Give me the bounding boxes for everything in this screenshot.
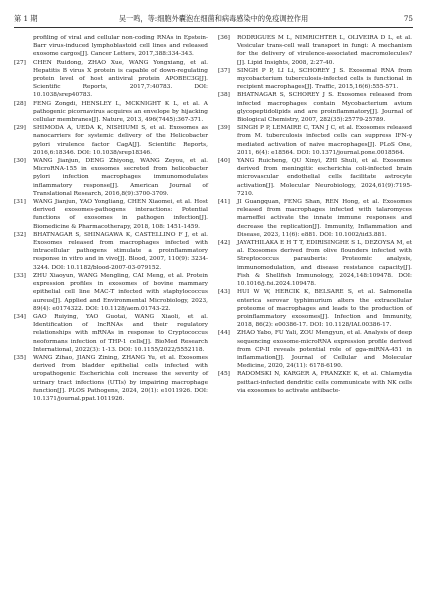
reference-entry (218, 239, 412, 288)
reference-entry (14, 34, 208, 59)
reference-entry (14, 231, 208, 272)
reference-text: YANG Ruicheng, QU Xinyi, ZHI Shuli, et al. Exosomes derived from meningitic escherichia coli-infected brain microvascular endothelial cells facilitate astrocyte activation[J]. Molecular Neurobiology, 2024,61(9):7195-7210. (237, 158, 412, 197)
reference-number: [32] (14, 231, 26, 238)
right-column (218, 34, 412, 395)
reference-text: profiling of viral and cellular non-coding RNAs in Epstein-Barr virus-induced lymphoblastoid cell lines and released exosome cargos[J]. Cancer Letters, 2017,388:334-343. (33, 35, 208, 58)
reference-number: [38] (218, 92, 230, 99)
reference-entry (14, 272, 208, 313)
reference-number: [33] (14, 272, 26, 279)
running-header (14, 12, 413, 26)
reference-text: ZHAO Yabo, FU Yali, ZOU Mengyun, et al. Analysis of deep sequencing exosome-microRNA expression profile derived from CP-II reveals potential role of gga-miRNA-451 in inflammation[J]. Journal of Cellular and Molecular Medicine, 2020, 24(11): 6178-6190. (237, 330, 412, 370)
reference-text: WANG Jianjun, YAO Yongliang, CHEN Xiaomei, et al. Host derived exosomes-pathogens interactions: Potential functions of exosomes in pathogen infection[J]. Biomedicine & Pharmacotherapy, 2018, 108: 1451-1459. (33, 199, 208, 230)
reference-entry (218, 124, 412, 157)
reference-number: [27] (14, 59, 26, 66)
reference-text: WANG Zihao, JIANG Zining, ZHANG Yu, et al. Exosomes derived from bladder epithelial cells infected with uropathogenic Escherichia coli increase the severity of urinary tract infections (UTIs) by impairing macrophage function[J]. PLOS Pathogens, 2024, 20(1): e1011926. DOI: 10.1371/journal.ppat.1011926. (33, 354, 208, 402)
reference-text: RODRIGUES M L, NIMRICHTER L, OLIVEIRA D L, et al. Vesicular trans-cell wall transport in fungi: A mechanism for the delivery of virulence-associated macromolecules?[J]. Lipid Insights, 2008, 2:27-40. (237, 35, 412, 66)
reference-entry (14, 313, 208, 354)
reference-entry (14, 59, 208, 100)
reference-entry (218, 157, 412, 198)
reference-entry (14, 100, 208, 125)
reference-number: [34] (14, 313, 26, 320)
reference-entry (218, 288, 412, 329)
reference-entry (218, 67, 412, 92)
reference-entry (14, 124, 208, 157)
issue-label: 第 1 期 (14, 14, 38, 23)
reference-number: [37] (218, 67, 230, 74)
reference-entry (218, 370, 412, 395)
reference-number: [31] (14, 199, 26, 206)
reference-text: FENG Zongdi, HENSLEY L, MCKNIGHT K L, et al. A pathogenic picornavirus acquires an envelope by hijacking cellular membranes[J]. Nature, 2013, 496(7445):367-371. (33, 100, 208, 124)
reference-number: [35] (14, 354, 26, 361)
reference-text: SINGH P P, LI Li, SCHOREY J S. Exosomal RNA from mycobacterium tuberculosis-infected cells is functional in recipient macrophages[J]. Traffic, 2015,16(6):555-571. (237, 67, 412, 91)
reference-text: BHATNAGAR S, SHINAGAWA K, CASTELLINO F J, et al. Exosomes released from macrophages infected with intracellular pathogens stimulate a proinflammatory response in vitro and in vivo[J]. Blood, 2007, 110(9): 3234-3244. DOI: 10.1182/blood-2007-03-079152. (33, 231, 208, 271)
reference-text: GAO Ruiying, YAO Guotai, WANG Xiaoli, et al. Identification of lncRNAs and their regulatory relationships with mRNAs in response to Cryptococcus neoformans infection of THP-1 cells[J]. BioMed Research International, 2022(3): 1-13. DOI: 10.1155/2022/5552118. (33, 313, 208, 353)
running-title: 吴一鸣，等:细胞外囊泡在细菌和病毒感染中的免疫调控作用 (118, 14, 309, 23)
reference-entry (14, 157, 208, 198)
reference-number: [29] (14, 125, 26, 132)
reference-text: SINGH P P, LEMAIRE C, TAN J C, et al. Exosomes released from M. tuberculosis infected cells can suppress IFN-γ mediated activation of naive macrophages[J]. PLoS One, 2011, 6(4): e18564. DOI: 10.1371/journal.pone.0018564. (237, 125, 412, 156)
reference-entry (218, 34, 412, 67)
reference-text: JI Guangquan, FENG Shan, REN Hong, et al. Exosomes released from macrophages infected with talaromyces marneffei activate the innate immune responses and decrease the replication[J]. Immunity, Inflammation and Disease, 2023, 11(6): e881. DOI: 10.1002/iid3.881. (237, 199, 412, 238)
reference-text: HUI W W, HERCIK K, BELSARE S, et al. Salmonella enterica serovar typhimurium alters the extracellular proteome of macrophages and leads to the production of proinflammatory exosomes[J]. Infection and Immunity, 2018, 86(2): e00386-17. DOI: 10.1128/IAI.00386-17. (237, 289, 412, 329)
reference-text: SHIMODA A, UEDA K, NISHIUMI S, et al. Exosomes as nanocarriers for systemic delivery of the Helicobacter pylori virulence factor CagA[J]. Scientific Reports, 2016,6:18346. DOI: 10.1038/srep18346. (33, 125, 208, 156)
reference-text: WANG Jianjun, DENG Zhiyong, WANG Zeyou, et al. MicroRNA-155 in exosomes secreted from helicobacter pylori infection macrophages immunomodulates inflammatory response[J]. American Journal of Translational Research, 2016,8(9):3700-3709. (33, 158, 208, 197)
reference-number: [43] (218, 289, 230, 296)
reference-number: [36] (218, 35, 230, 41)
reference-number: [40] (218, 158, 230, 165)
reference-number: [44] (218, 330, 230, 337)
reference-text: RADOMSKI N, KARGER A, FRANZKE K, et al. Chlamydia psittaci-infected dendritic cells communicate with NK cells via exosomes to activate antibacte- (237, 371, 412, 394)
reference-number: [39] (218, 125, 230, 132)
page-number: 75 (403, 14, 413, 23)
reference-text: BHATNAGAR S, SCHOREY J S. Exosomes released from infected macrophages contain Mycobacterium avium glycopeptidolipids and are proinflammatory[J]. Journal of Biological Chemistry, 2007, 282(35):25779-25789. (237, 92, 412, 124)
reference-text: CHEN Ruidong, ZHAO Xue, WANG Yongxiang, et al. Hepatitis B virus X protein is capable of down-regulating protein level of host antiviral protein APOBEC3G[J]. Scientific Reports, 2017,7:40783. DOI: 10.1038/srep40783. (33, 59, 208, 99)
reference-number: [28] (14, 100, 26, 107)
reference-entry (218, 198, 412, 239)
reference-text: JAYATHILAKA E H T T, EDIRISINGHE S L, DEZOYSA M, et al. Exosomes derived from olive flounders infected with Streptococcus parauberis: Proteomic analysis, immunomodulation, and disease resistance capacity[J]. Fish & Shellfish Immunology, 2024,148:109478. DOI: 10.1016/j.fsi.2024.109478. (237, 240, 412, 288)
reference-entry (218, 329, 412, 370)
reference-number: [30] (14, 158, 26, 165)
reference-entry (14, 198, 208, 231)
reference-number: [41] (218, 199, 230, 206)
reference-number: [42] (218, 240, 230, 247)
header-rule (14, 27, 413, 28)
left-column (14, 34, 208, 403)
reference-number: [45] (218, 371, 230, 378)
reference-entry (218, 91, 412, 124)
reference-entry (14, 354, 208, 403)
reference-text: ZHU Xiaoyun, WANG Mengling, CAI Meng, et al. Protein expression profiles in exosomes of bovine mammary epithelial cell line MAC-T infected with staphylococcus aureus[J]. Applied and Environmental Microbiology, 2023, 89(4): e0174322. DOI: 10.1128/aem.01743-22. (33, 272, 208, 312)
